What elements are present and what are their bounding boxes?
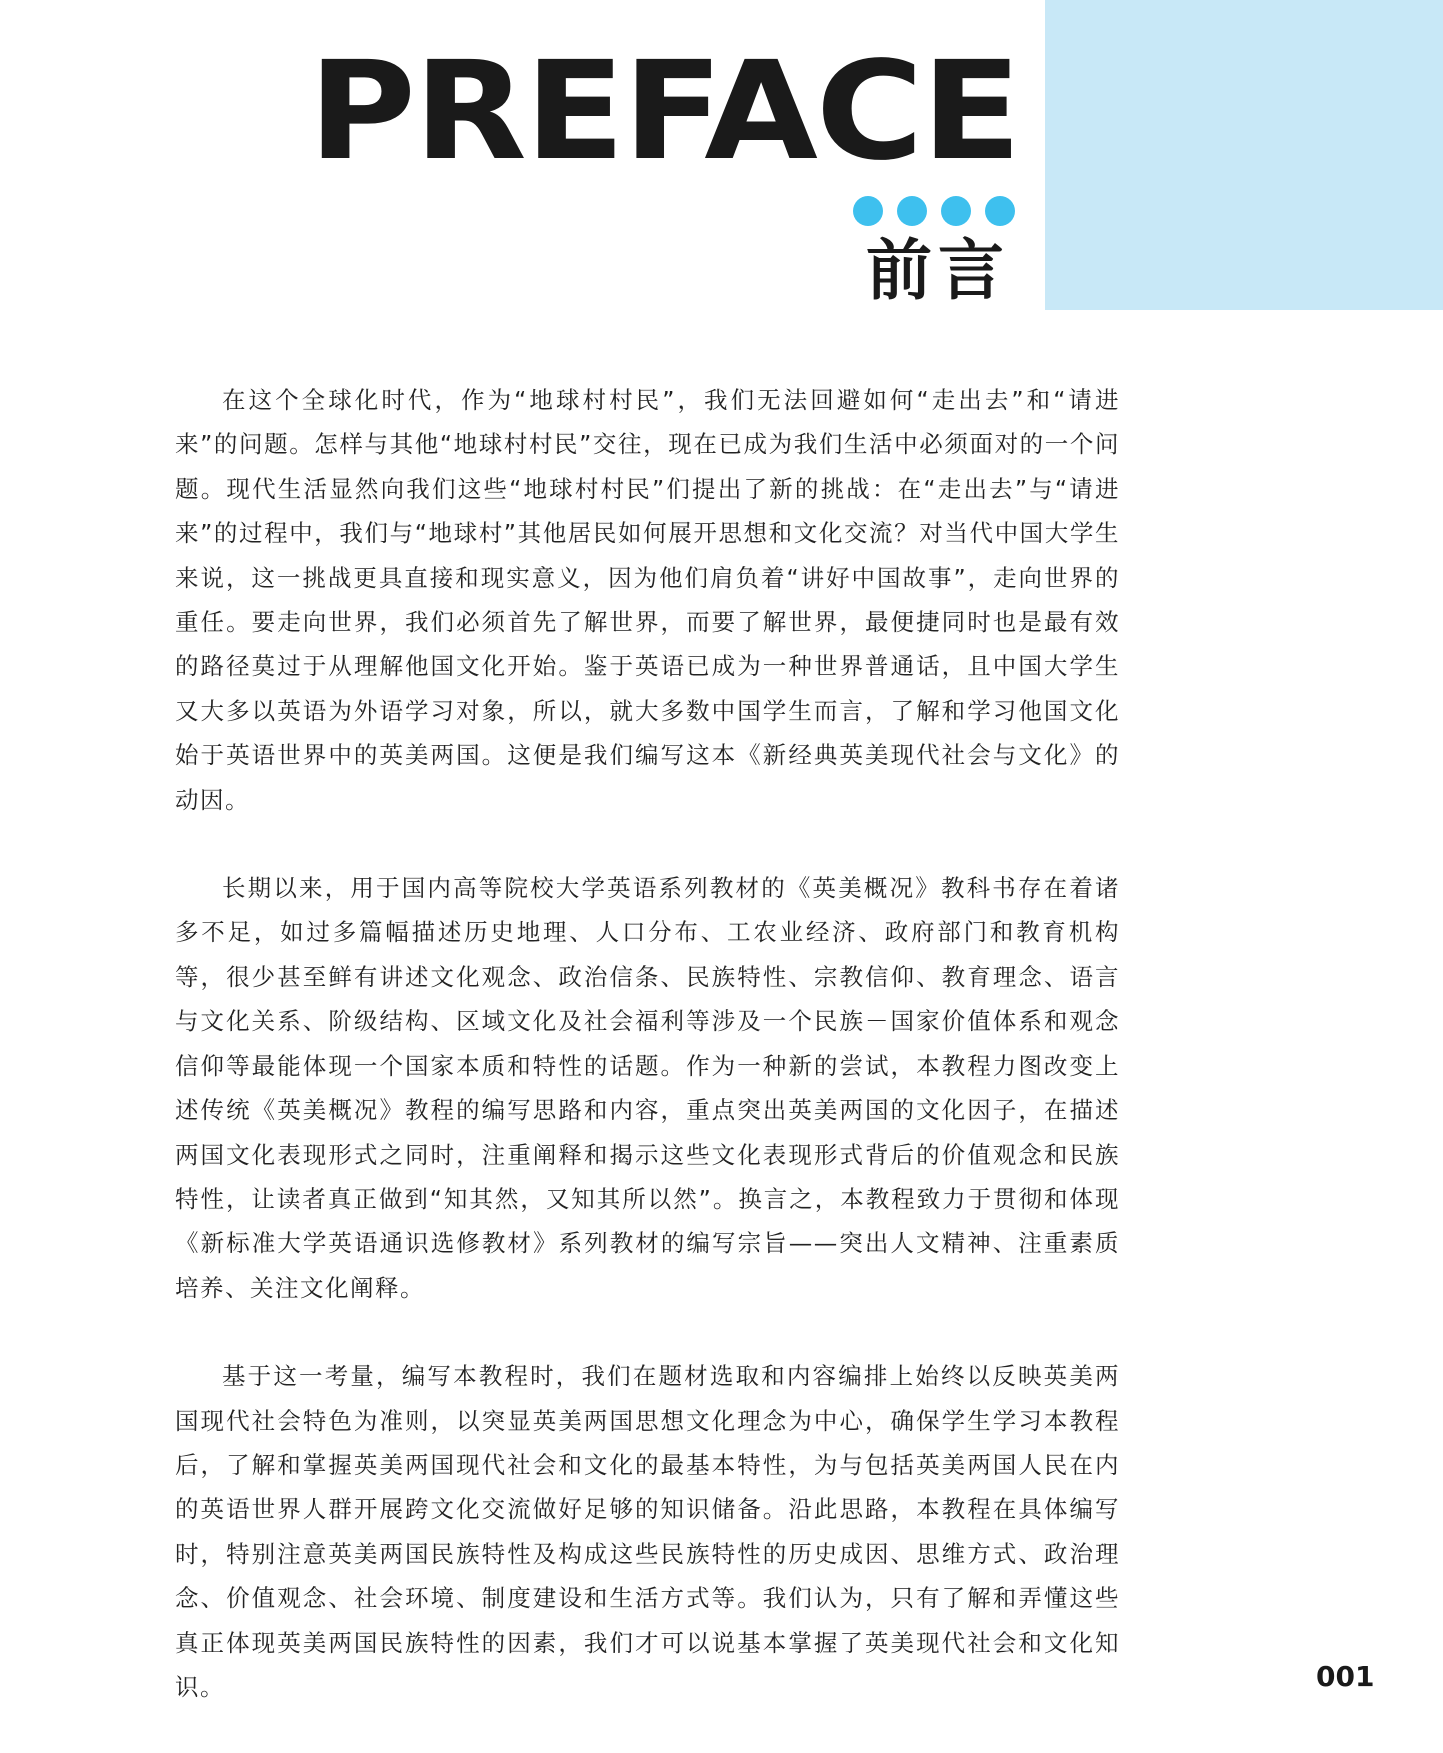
dot-icon xyxy=(853,196,883,226)
page-title-english: PREFACE xyxy=(308,33,1020,191)
page-title-chinese: 前言 xyxy=(866,232,1010,309)
dot-icon xyxy=(897,196,927,226)
preface-body xyxy=(175,378,1120,1709)
paragraph-2: 长期以来，用于国内高等院校大学英语系列教材的《英美概况》教科书存在着诸多不足，如过多篇幅描述历史地理、人口分布、工农业经济、政府部门和教育机构等，很少甚至鲜有讲述文化观念、政治信条、民族特性、宗教信仰、教育理念、语言与文化关系、阶级结构、区域文化及社会福利等涉及一个民族－国家价值体系和观念信仰等最能体现一个国家本质和特性的话题。作为一种新的尝试，本教程力图改变上述传统《英美概况》教程的编写思路和内容，重点突出英美两国的文化因子，在描述两国文化表现形式之同时，注重阐释和揭示这些文化表现形式背后的价值观念和民族特性，让读者真正做到“知其然，又知其所以然”。换言之，本教程致力于贯彻和体现《新标准大学英语通识选修教材》系列教材的编写宗旨——突出人文精神、注重素质培养、关注文化阐释。 xyxy=(175,874,1120,1302)
decorative-dots xyxy=(853,196,1015,226)
page-number: 001 xyxy=(1316,1660,1375,1693)
dot-icon xyxy=(985,196,1015,226)
accent-color-block xyxy=(1045,0,1443,310)
paragraph-3: 基于这一考量，编写本教程时，我们在题材选取和内容编排上始终以反映英美两国现代社会特色为准则，以突显英美两国思想文化理念为中心，确保学生学习本教程后，了解和掌握英美两国现代社会和文化的最基本特性，为与包括英美两国人民在内的英语世界人群开展跨文化交流做好足够的知识储备。沿此思路，本教程在具体编写时，特别注意英美两国民族特性及构成这些民族特性的历史成因、思维方式、政治理念、价值观念、社会环境、制度建设和生活方式等。我们认为，只有了解和弄懂这些真正体现英美两国民族特性的因素，我们才可以说基本掌握了英美现代社会和文化知识。 xyxy=(175,1362,1120,1701)
dot-icon xyxy=(941,196,971,226)
paragraph-1: 在这个全球化时代，作为“地球村村民”，我们无法回避如何“走出去”和“请进来”的问题。怎样与其他“地球村村民”交往，现在已成为我们生活中必须面对的一个问题。现代生活显然向我们这些“地球村村民”们提出了新的挑战：在“走出去”与“请进来”的过程中，我们与“地球村”其他居民如何展开思想和文化交流？对当代中国大学生来说，这一挑战更具直接和现实意义，因为他们肩负着“讲好中国故事”，走向世界的重任。要走向世界，我们必须首先了解世界，而要了解世界，最便捷同时也是最有效的路径莫过于从理解他国文化开始。鉴于英语已成为一种世界普通话，且中国大学生又大多以英语为外语学习对象，所以，就大多数中国学生而言，了解和学习他国文化始于英语世界中的英美两国。这便是我们编写这本《新经典英美现代社会与文化》的动因。 xyxy=(175,386,1120,814)
